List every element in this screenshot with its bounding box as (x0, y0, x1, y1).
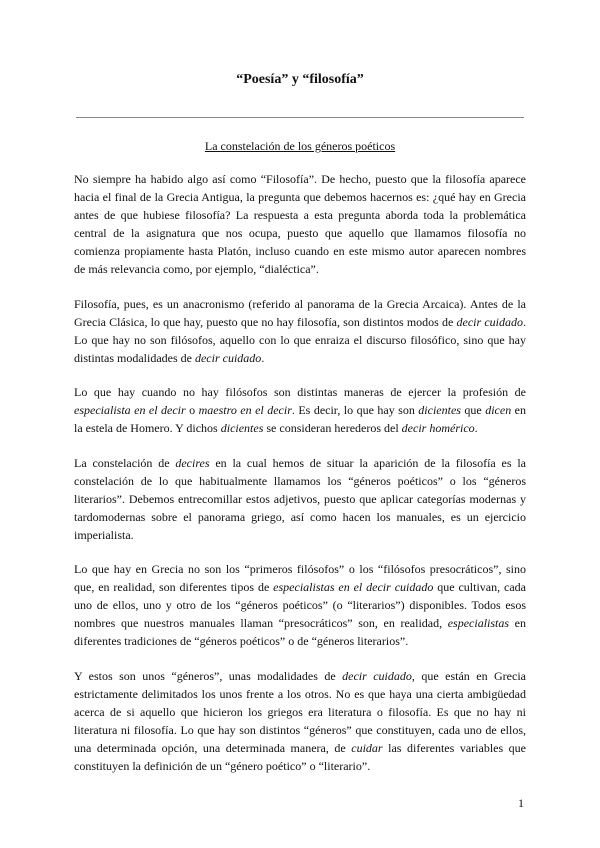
document-title: “Poesía” y “filosofía” (236, 72, 364, 87)
page-number: 1 (518, 796, 524, 810)
paragraph (74, 560, 526, 650)
paragraph (74, 170, 526, 278)
text-run: las diferentes variables que constituyen la definición de un “género poético” o “literario”. (74, 740, 527, 773)
italic-text: especialista en el decir (74, 403, 186, 417)
paragraph (74, 295, 526, 367)
text-run: se consideran herederos del (263, 421, 402, 435)
text-run: . (261, 350, 265, 365)
italic-text: maestro en el decir (198, 403, 292, 417)
text-run: que cultivan, cada uno de ellos, uno y otro de los “géneros poéticos” (o “literarios”) disponibles. Todos esos nombres que nuestros manuales llaman “presocráticos” son, en realidad, (74, 580, 526, 630)
italic-text: especialistas en el decir cuidado (273, 580, 434, 594)
text-run: No siempre ha habido algo así como “Filosofía”. De hecho, puesto que la filosofía aparece hacia el final de la Grecia Antigua, la pregunta que debemos hacernos es: ¿qué hay en Grecia antes de que hubiese filosofía? La respuesta a esta pregunta aborda toda la problemática central de la asignatura que nos ocupa, puesto que aquello que llamamos filosofía no comienza propiamente hasta Platón, incluso cuando en este mismo autor aparecen nombres de más relevancia como, por ejemplo, “dialéctica”. (74, 172, 526, 276)
italic-text: decir cuidado (456, 314, 523, 329)
italic-text: decir cuidado (342, 668, 412, 683)
text-run: en la cual hemos de situar la aparición de la filosofía es la constelación de lo que habitualmente llamamos los “géneros poéticos” o los “géneros literarios”. Debemos entrecomillar estos adjetivos, puesto que aplicar categorías modernas y tardomodernas sobre el panorama griego, así como hacen los manuales, es un ejercicio imperialista. (74, 455, 526, 542)
text-run: Filosofía, pues, es un anacronismo (referido al panorama de la Grecia Arcaica). Antes de la Grecia Clásica, lo que hay, puesto que no hay filosofía, son distintos modos de (74, 296, 526, 329)
italic-text: cuidar (351, 740, 383, 755)
paragraph (74, 383, 526, 437)
text-run: en la estela de Homero. Y dichos (74, 403, 527, 435)
text-run: La constelación de (74, 455, 176, 470)
italic-text: dicen (485, 403, 512, 417)
paragraph (74, 454, 526, 544)
text-run: o (185, 403, 199, 417)
text-run: Y estos son unos “géneros”, unas modalidades de (74, 668, 343, 683)
text-run: en diferentes tradiciones de “géneros poéticos” o de “géneros literarios”. (74, 616, 527, 648)
text-run: . (474, 421, 478, 435)
italic-text: dicientes (220, 421, 264, 435)
text-run: que (460, 403, 486, 417)
paragraph (74, 667, 526, 775)
italic-text: decir homérico (401, 421, 475, 435)
document-body (74, 170, 526, 791)
section-heading: La constelación de los géneros poéticos (204, 139, 396, 153)
text-run: . Es decir, lo que hay son (291, 403, 419, 417)
text-run: . Lo que hay no son filósofos, aquello con lo que enraiza el discurso filosófico, sino que hay distintas modalidades de (74, 314, 526, 365)
italic-text: especialistas (447, 616, 510, 630)
text-run: Lo que hay en Grecia no son los “primeros filósofos” o los “filósofos presocráticos”, sino que, en realidad, son diferentes tipos de (74, 562, 526, 594)
italic-text: decires (175, 455, 210, 470)
text-run: Lo que hay cuando no hay filósofos son distintas maneras de ejercer la profesión de (74, 385, 526, 399)
text-run: , que están en Grecia estrictamente delimitados los unos frente a los otros. No es que haya una cierta ambigüedad acerca de si aquello que hicieron los griegos era literatura o filosofía. Es que no hay ni literatura ni filosofía. Lo que hay son distintos “géneros” que constituyen, cada uno de ellos, una determinada opción, una determinada manera, de (74, 668, 526, 755)
title-divider (76, 117, 524, 118)
italic-text: decir cuidado (194, 350, 262, 365)
italic-text: dicientes (418, 403, 461, 417)
